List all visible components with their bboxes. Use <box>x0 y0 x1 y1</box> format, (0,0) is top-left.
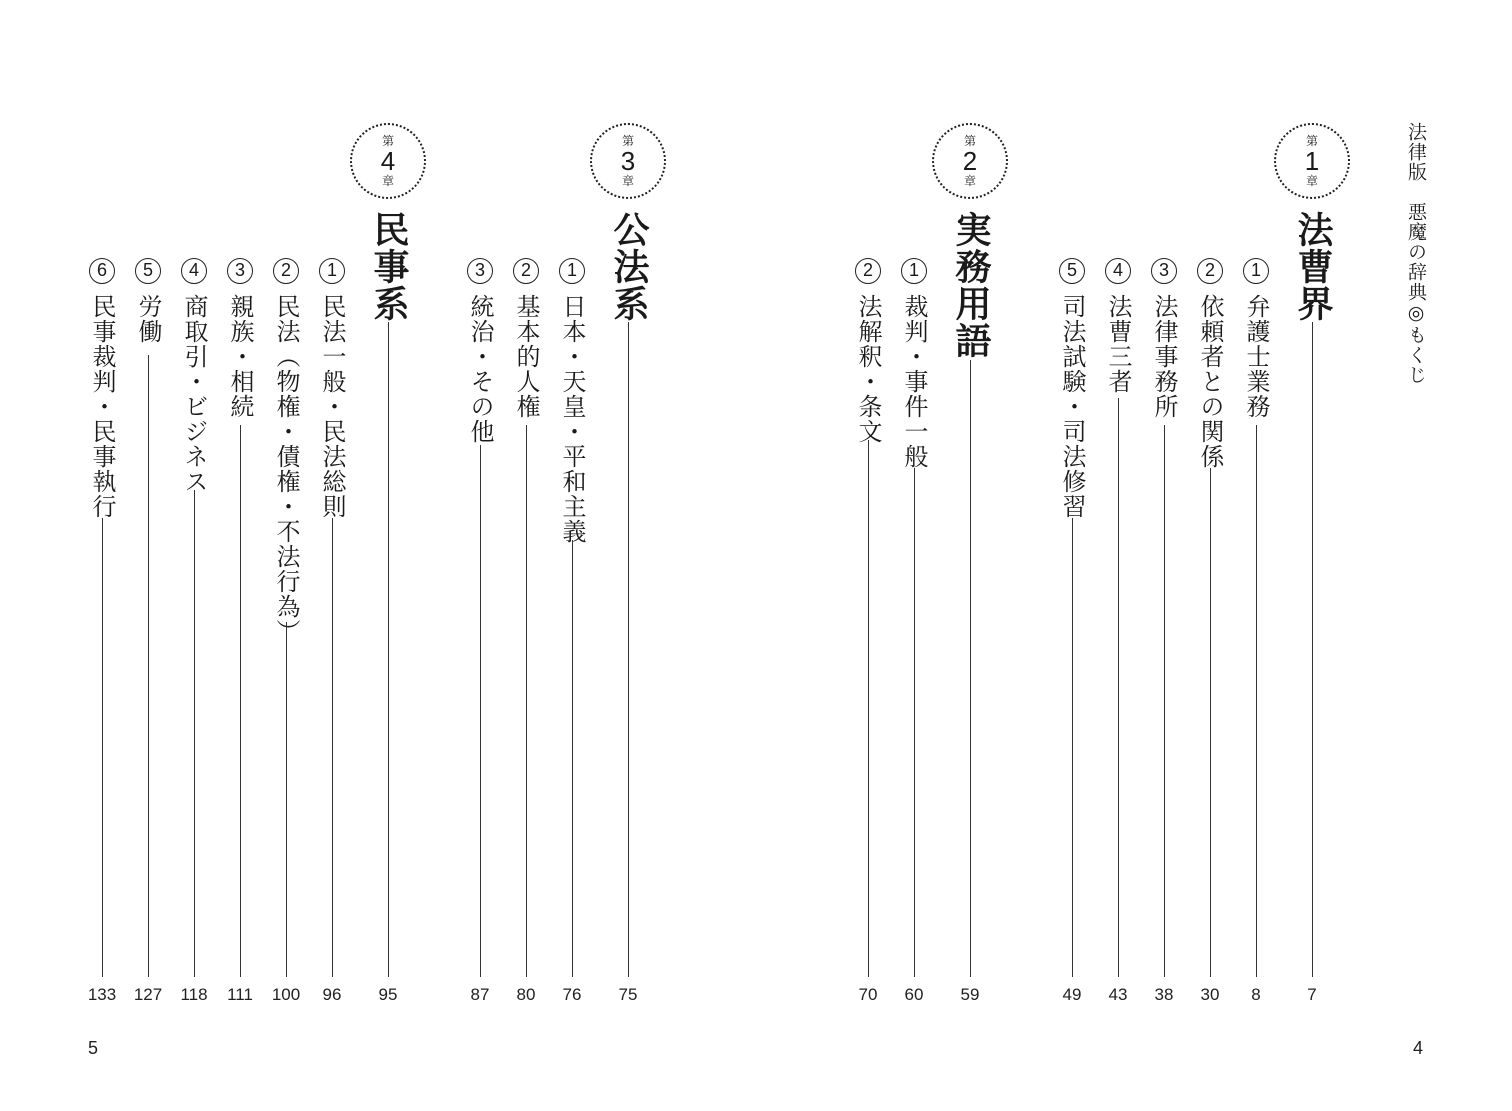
chapter-2-badge <box>932 123 1008 199</box>
item-page[interactable]: 70 <box>858 985 878 1004</box>
item-label: 基本的人権 <box>512 294 540 419</box>
toc-entry-4-1[interactable] <box>312 258 352 519</box>
chapter-badge-number: 4 <box>380 146 396 176</box>
toc-entry-3-2[interactable] <box>506 258 546 419</box>
running-title: 法律版 悪魔の辞典◎もくじ <box>1405 122 1427 385</box>
chapter-4-badge <box>350 123 426 199</box>
item-number: 4 <box>1105 258 1131 284</box>
leader-line <box>148 355 149 977</box>
toc-entry-1-1[interactable] <box>1236 258 1276 419</box>
chapter-4-heading <box>348 123 428 322</box>
toc-entry-3-3[interactable] <box>460 258 500 444</box>
leader-line <box>572 540 573 977</box>
chapter-badge-suffix: 章 <box>963 174 976 188</box>
toc-entry-4-4[interactable] <box>174 258 214 494</box>
item-number: 5 <box>135 258 161 284</box>
chapter-badge-prefix: 第 <box>621 134 634 148</box>
chapter-3-title[interactable]: 公法系 <box>608 211 649 322</box>
item-number: 1 <box>901 258 927 284</box>
item-page[interactable]: 96 <box>322 985 342 1004</box>
leader-line <box>240 425 241 977</box>
chapter-badge-number: 1 <box>1304 146 1320 176</box>
chapter-2-title[interactable]: 実務用語 <box>950 211 991 359</box>
leader-line <box>970 360 971 977</box>
leader-line <box>194 490 195 977</box>
item-label: 法解釈・条文 <box>854 294 882 444</box>
leader-line <box>388 322 389 977</box>
item-page[interactable]: 127 <box>133 985 163 1004</box>
item-label: 司法試験・司法修習 <box>1058 294 1086 519</box>
toc-entry-3-1[interactable] <box>552 258 592 544</box>
item-label: 依頼者との関係 <box>1196 294 1224 469</box>
chapter-3-heading <box>588 123 668 322</box>
item-number: 2 <box>1197 258 1223 284</box>
leader-line <box>1210 468 1211 977</box>
chapter-1-heading <box>1272 123 1352 322</box>
item-number: 3 <box>467 258 493 284</box>
leader-line <box>286 622 287 977</box>
chapter-3-page[interactable]: 75 <box>618 985 638 1004</box>
item-page[interactable]: 43 <box>1108 985 1128 1004</box>
item-page[interactable]: 38 <box>1154 985 1174 1004</box>
chapter-4-title[interactable]: 民事系 <box>368 211 409 322</box>
toc-entry-1-2[interactable] <box>1190 258 1230 469</box>
item-label: 民事裁判・民事執行 <box>88 294 116 519</box>
leader-line <box>1072 518 1073 977</box>
item-number: 3 <box>227 258 253 284</box>
item-label: 日本・天皇・平和主義 <box>558 294 586 544</box>
leader-line <box>480 445 481 977</box>
item-number: 4 <box>181 258 207 284</box>
leader-line <box>526 425 527 977</box>
chapter-1-page[interactable]: 7 <box>1307 985 1317 1004</box>
leader-line <box>914 468 915 977</box>
chapter-badge-prefix: 第 <box>963 134 976 148</box>
item-label: 民法（物権・債権・不法行為） <box>272 294 300 644</box>
chapter-badge-number: 2 <box>962 146 978 176</box>
leader-line <box>1118 398 1119 977</box>
leader-line <box>102 518 103 977</box>
chapter-3-badge <box>590 123 666 199</box>
item-number: 5 <box>1059 258 1085 284</box>
item-page[interactable]: 100 <box>271 985 301 1004</box>
item-page[interactable]: 118 <box>180 985 208 1004</box>
chapter-badge-prefix: 第 <box>381 134 394 148</box>
chapter-4-page[interactable]: 95 <box>378 985 398 1004</box>
chapter-badge-number: 3 <box>620 146 636 176</box>
chapter-1-title[interactable]: 法曹界 <box>1292 211 1333 322</box>
chapter-2-page[interactable]: 59 <box>960 985 980 1004</box>
toc-entry-2-1[interactable] <box>894 258 934 469</box>
page-number-left: 5 <box>88 1038 99 1058</box>
chapter-1-badge <box>1274 123 1350 199</box>
toc-entry-1-4[interactable] <box>1098 258 1138 394</box>
item-number: 1 <box>1243 258 1269 284</box>
leader-line <box>1312 322 1313 977</box>
item-number: 1 <box>319 258 345 284</box>
page-number-right: 4 <box>1413 1038 1424 1058</box>
chapter-badge-suffix: 章 <box>1305 174 1318 188</box>
leader-line <box>1256 425 1257 977</box>
toc-entry-2-2[interactable] <box>848 258 888 444</box>
item-number: 3 <box>1151 258 1177 284</box>
item-page[interactable]: 60 <box>904 985 924 1004</box>
chapter-badge-suffix: 章 <box>621 174 634 188</box>
chapter-badge-suffix: 章 <box>381 174 394 188</box>
toc-entry-1-3[interactable] <box>1144 258 1184 419</box>
item-number: 6 <box>89 258 115 284</box>
toc-entry-4-6[interactable] <box>82 258 122 519</box>
item-page[interactable]: 76 <box>562 985 582 1004</box>
item-label: 法律事務所 <box>1150 294 1178 419</box>
item-page[interactable]: 49 <box>1062 985 1082 1004</box>
item-page[interactable]: 80 <box>516 985 536 1004</box>
item-label: 労働 <box>134 294 162 344</box>
item-label: 弁護士業務 <box>1242 294 1270 419</box>
item-page[interactable]: 111 <box>227 985 253 1004</box>
item-label: 法曹三者 <box>1104 294 1132 394</box>
leader-line <box>628 322 629 977</box>
item-label: 民法一般・民法総則 <box>318 294 346 519</box>
item-label: 親族・相続 <box>226 294 254 419</box>
item-label: 統治・その他 <box>466 294 494 444</box>
item-label: 商取引・ビジネス <box>180 294 208 494</box>
item-page[interactable]: 30 <box>1200 985 1220 1004</box>
item-number: 2 <box>855 258 881 284</box>
item-page[interactable]: 133 <box>87 985 117 1004</box>
item-number: 1 <box>559 258 585 284</box>
leader-line <box>868 440 869 977</box>
item-number: 2 <box>273 258 299 284</box>
toc-entry-4-5[interactable] <box>128 258 168 344</box>
toc-entry-4-3[interactable] <box>220 258 260 419</box>
leader-line <box>1164 425 1165 977</box>
chapter-badge-prefix: 第 <box>1305 134 1318 148</box>
leader-line <box>332 518 333 977</box>
item-label: 裁判・事件一般 <box>900 294 928 469</box>
item-number: 2 <box>513 258 539 284</box>
item-page[interactable]: 8 <box>1251 985 1261 1004</box>
item-page[interactable]: 87 <box>470 985 490 1004</box>
toc-entry-1-5[interactable] <box>1052 258 1092 519</box>
toc-entry-4-2[interactable] <box>266 258 306 644</box>
chapter-2-heading <box>930 123 1010 359</box>
